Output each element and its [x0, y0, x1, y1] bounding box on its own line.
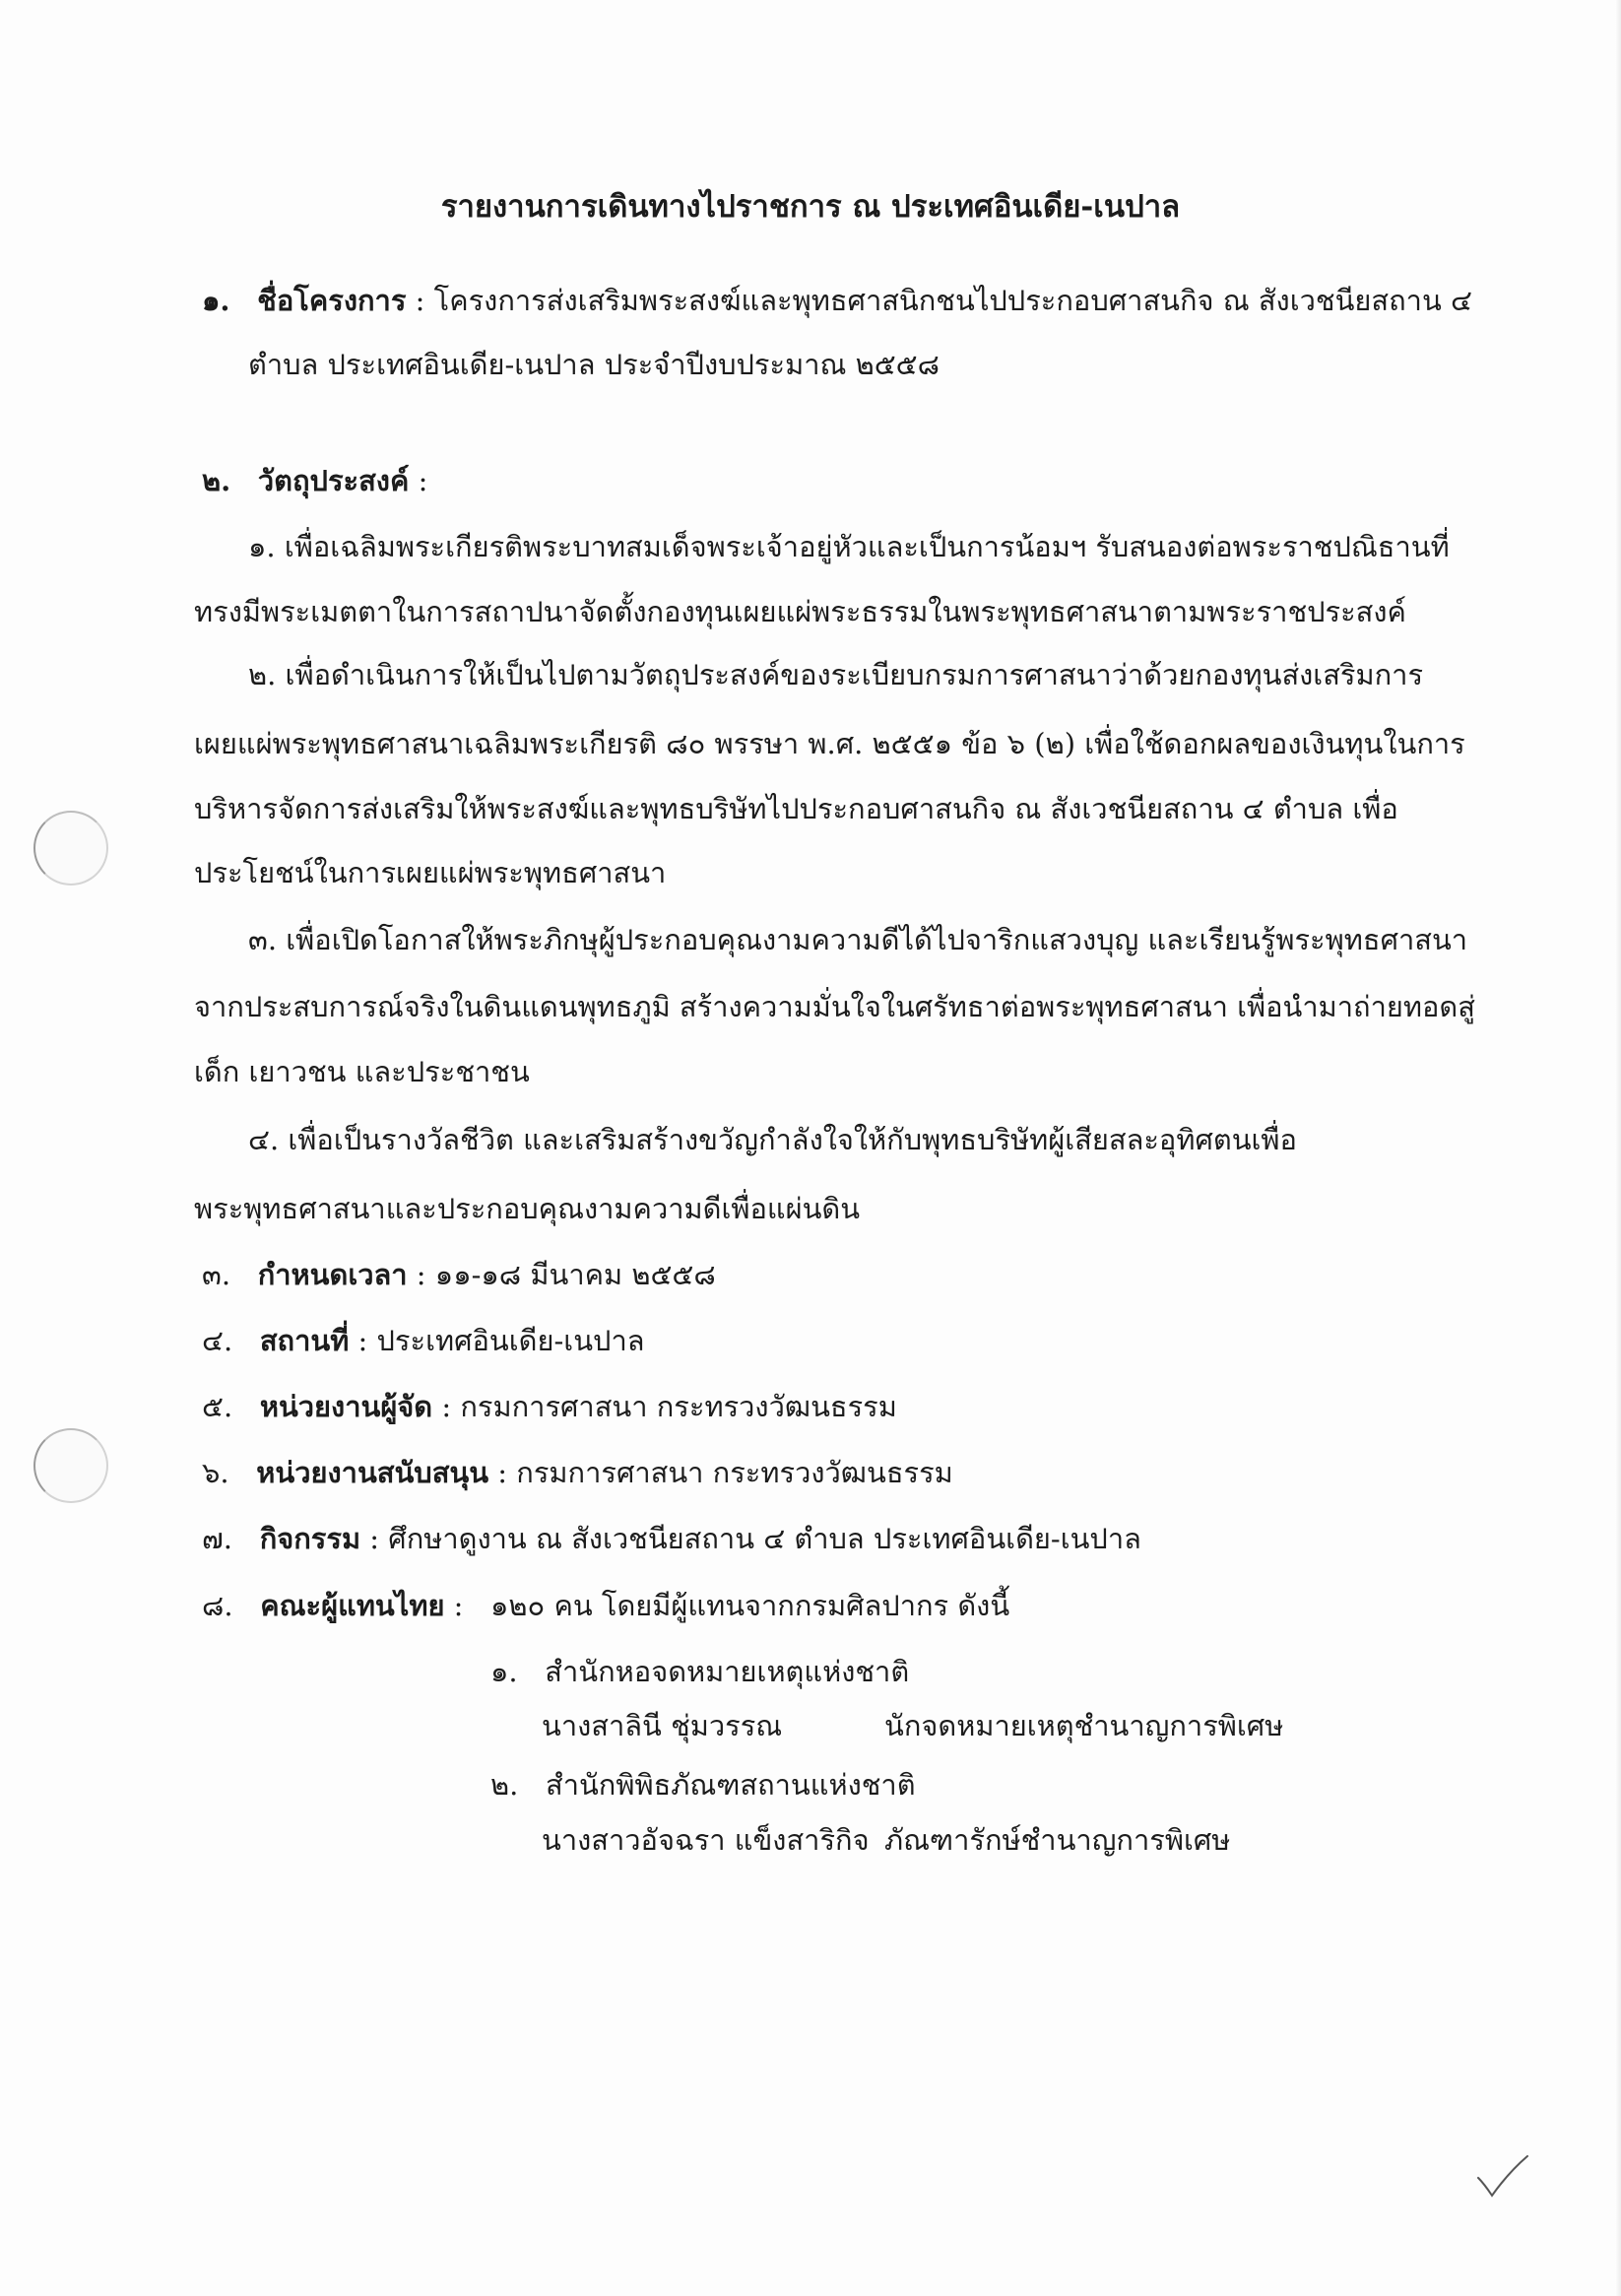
section2-label: วัตถุประสงค์ — [257, 464, 410, 497]
objective4-line1: ๔. เพื่อเป็นรางวัลชีวิต และเสริมสร้างขวัญกำลังใจให้กับพุทธบริษัทผู้เสียสละอุทิศตนเพื่อ — [248, 1123, 1297, 1156]
section6-label: หน่วยงานสนับสนุน — [256, 1456, 489, 1489]
section3-number: ๓. — [202, 1258, 231, 1291]
unit2-office-line — [490, 1765, 916, 1804]
section1-label: ชื่อโครงการ — [257, 284, 407, 317]
unit1-number: ๑. — [490, 1655, 518, 1688]
section3-line — [202, 1255, 716, 1294]
section3-value: : ๑๑-๑๘ มีนาคม ๒๕๕๘ — [407, 1258, 716, 1291]
section5-label: หน่วยงานผู้จัด — [259, 1390, 433, 1423]
objective1-line1: ๑. เพื่อเฉลิมพระเกียรติพระบาทสมเด็จพระเจ้าอยู่หัวและเป็นการน้อมฯ รับสนองต่อพระราชปณิธานที่ — [248, 530, 1450, 563]
punch-hole-bottom — [33, 1428, 108, 1503]
section2-colon: : — [409, 464, 428, 497]
objective3-line3: เด็ก เยาวชน และประชาชน — [194, 1055, 530, 1088]
section7-line — [202, 1519, 1141, 1558]
unit1-office-line — [490, 1652, 909, 1691]
section4-number: ๔. — [202, 1324, 233, 1357]
section8-heading — [202, 1586, 463, 1625]
section5-number: ๕. — [202, 1390, 233, 1423]
document-title: รายงานการเดินทางไปราชการ ณ ประเทศอินเดีย-เนปาล — [440, 189, 1181, 225]
section5-value: : กรมการศาสนา กระทรวงวัฒนธรรม — [432, 1390, 897, 1423]
section4-value: : ประเทศอินเดีย-เนปาล — [349, 1324, 645, 1357]
unit2-position: ภัณฑารักษ์ชำนาญการพิเศษ — [884, 1823, 1231, 1857]
objective1-line2: ทรงมีพระเมตตาในการสถาปนาจัดตั้งกองทุนเผยแผ่พระธรรมในพระพุทธศาสนาตามพระราชประสงค์ — [194, 595, 1406, 628]
section2-number: ๒. — [202, 464, 231, 497]
section8-colon: : — [444, 1589, 464, 1622]
objective2-line1: ๒. เพื่อดำเนินการให้เป็นไปตามวัตถุประสงค์ของระเบียบกรมการศาสนาว่าด้วยกองทุนส่งเสริมการ — [248, 658, 1424, 691]
objective3-line2: จากประสบการณ์จริงในดินแดนพุทธภูมิ สร้างความมั่นใจในศรัทธาต่อพระพุทธศาสนา เพื่อนำมาถ่ายทอดสู่ — [194, 990, 1475, 1023]
scan-edge — [1615, 0, 1621, 2296]
unit1-office: สำนักหอจดหมายเหตุแห่งชาติ — [545, 1655, 910, 1688]
section8-value: ๑๒๐ คน โดยมีผู้แทนจากกรมศิลปากร ดังนี้ — [490, 1589, 1010, 1622]
unit1-person: นางสาลินี ชุ่มวรรณ — [542, 1709, 783, 1742]
section8-number: ๘. — [202, 1589, 233, 1622]
section2-heading — [202, 461, 427, 500]
section3-label: กำหนดเวลา — [257, 1258, 408, 1291]
unit2-person: นางสาวอัจฉรา แข็งสาริกิจ — [542, 1823, 870, 1857]
section8-label: คณะผู้แทนไทย — [260, 1589, 445, 1622]
section6-number: ๖. — [202, 1456, 229, 1489]
objective2-line4: ประโยชน์ในการเผยแผ่พระพุทธศาสนา — [194, 856, 667, 889]
section1-value-line1: : โครงการส่งเสริมพระสงฆ์และพุทธศาสนิกชนไปประกอบศาสนกิจ ณ สังเวชนียสถาน ๔ — [406, 284, 1472, 317]
section1-line1 — [202, 281, 1472, 320]
section6-value: : กรมการศาสนา กระทรวงวัฒนธรรม — [488, 1456, 953, 1489]
section1-value-line2: ตำบล ประเทศอินเดีย-เนปาล ประจำปีงบประมาณ ๒๕๕๘ — [248, 348, 940, 381]
section1-number: ๑. — [202, 284, 230, 317]
punch-hole-top — [33, 811, 108, 886]
handwritten-check-icon — [1472, 2152, 1531, 2201]
objective3-line1: ๓. เพื่อเปิดโอกาสให้พระภิกษุผู้ประกอบคุณงามความดีได้ไปจาริกแสวงบุญ และเรียนรู้พระพุทธศาสนา — [248, 923, 1468, 956]
objective4-line2: พระพุทธศาสนาและประกอบคุณงามความดีเพื่อแผ่นดิน — [194, 1192, 861, 1225]
section4-line — [202, 1321, 645, 1360]
objective2-line2: เผยแผ่พระพุทธศาสนาเฉลิมพระเกียรติ ๘๐ พรรษา พ.ศ. ๒๕๕๑ ข้อ ๖ (๒) เพื่อใช้ดอกผลของเงินทุนในการ — [194, 727, 1465, 760]
objective2-line3: บริหารจัดการส่งเสริมให้พระสงฆ์และพุทธบริษัทไปประกอบศาสนกิจ ณ สังเวชนียสถาน ๔ ตำบล เพื่อ — [194, 792, 1398, 825]
section7-number: ๗. — [202, 1522, 233, 1555]
unit1-position: นักจดหมายเหตุชำนาญการพิเศษ — [884, 1709, 1284, 1742]
section7-value: : ศึกษาดูงาน ณ สังเวชนียสถาน ๔ ตำบล ประเทศอินเดีย-เนปาล — [360, 1522, 1141, 1555]
unit2-number: ๒. — [490, 1768, 519, 1802]
section4-label: สถานที่ — [259, 1324, 350, 1357]
section6-line — [202, 1453, 953, 1492]
section5-line — [202, 1387, 897, 1426]
section7-label: กิจกรรม — [259, 1522, 361, 1555]
unit2-office: สำนักพิพิธภัณฑสถานแห่งชาติ — [546, 1768, 916, 1802]
